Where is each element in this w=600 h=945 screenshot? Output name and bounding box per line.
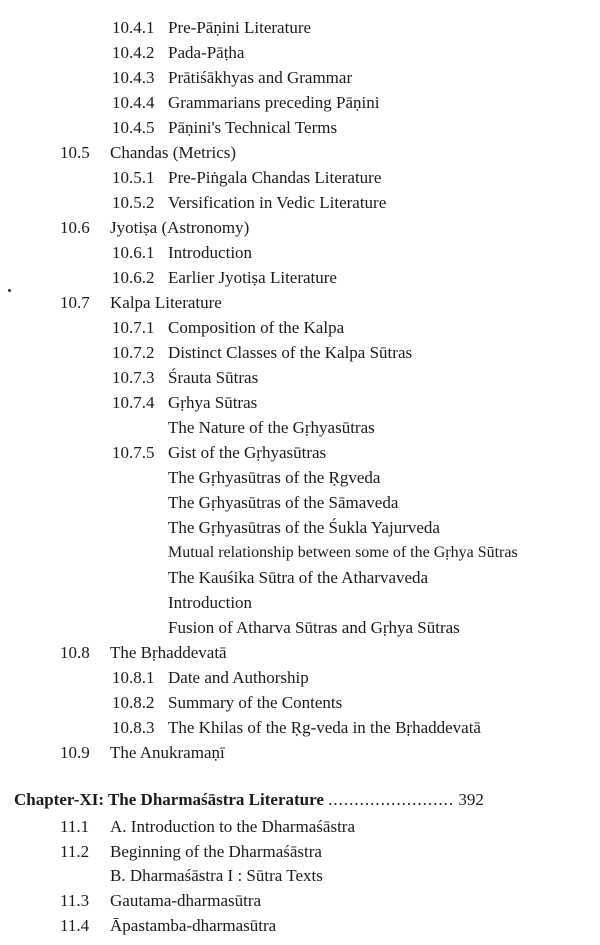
section-number: 11.4 (60, 916, 90, 935)
toc-subentry (168, 493, 398, 513)
entry-number: 10.8.2 (112, 693, 155, 712)
toc-entry (112, 718, 481, 738)
toc-section (60, 143, 236, 163)
section-number: 10.6 (60, 218, 90, 237)
toc-subentry (110, 866, 323, 886)
entry-title: Pre-Pāṇini Literature (168, 18, 312, 37)
toc-subentry (168, 418, 375, 438)
toc-subentry (168, 468, 380, 488)
toc-entry (112, 193, 386, 213)
toc-entry (112, 18, 311, 38)
toc-subentry (168, 618, 460, 638)
entry-number: 10.7.4 (112, 393, 155, 412)
toc-entry (112, 668, 309, 688)
section-number: 10.8 (60, 643, 90, 662)
entry-number: 10.8.3 (112, 718, 155, 737)
toc-entry (112, 243, 252, 263)
section-number: 10.7 (60, 293, 90, 312)
subentry-title: The Kauśika Sūtra of the Atharvaveda (168, 568, 429, 587)
dot-leader: ........................ (328, 790, 455, 809)
toc-entry (112, 118, 337, 138)
section-number: 11.2 (60, 842, 90, 861)
entry-title: The Khilas of the Ṛg-veda in the Bṛhaddevatā (168, 718, 481, 737)
entry-number: 10.4.1 (112, 18, 155, 37)
toc-section (60, 891, 261, 911)
entry-title: Pāṇini's Technical Terms (168, 118, 338, 137)
chapter-page-number: 392 (458, 790, 484, 809)
entry-number: 10.7.3 (112, 368, 155, 387)
entry-title: Earlier Jyotiṣa Literature (168, 268, 337, 287)
chapter-title: Chapter-XI: The Dharmaśāstra Literature (14, 790, 324, 809)
entry-title: Śrauta Sūtras (168, 368, 259, 387)
toc-entry (112, 68, 352, 88)
entry-number: 10.7.5 (112, 443, 155, 462)
section-title: The Anukramaṇī (110, 743, 225, 762)
subentry-title: Fusion of Atharva Sūtras and Gṛhya Sūtras (168, 618, 460, 637)
chapter-heading (14, 789, 594, 811)
toc-subentry (168, 543, 518, 563)
entry-number: 10.5.1 (112, 168, 155, 187)
entry-title: Summary of the Contents (168, 693, 343, 712)
entry-number: 10.4.3 (112, 68, 155, 87)
entry-title: Grammarians preceding Pāṇini (168, 93, 380, 112)
section-number: 10.9 (60, 743, 90, 762)
toc-section (60, 643, 227, 663)
entry-number: 10.6.1 (112, 243, 155, 262)
section-title: Kalpa Literature (110, 293, 222, 312)
section-title: A. Introduction to the Dharmaśāstra (110, 817, 356, 836)
entry-number: 10.8.1 (112, 668, 155, 687)
subentry-title: The Gṛhyasūtras of the Sāmaveda (168, 493, 399, 512)
toc-entry (112, 693, 342, 713)
section-number: 10.5 (60, 143, 90, 162)
entry-title: Versification in Vedic Literature (168, 193, 387, 212)
toc-subentry (168, 593, 252, 613)
entry-number: 10.7.2 (112, 343, 155, 362)
entry-number: 10.4.5 (112, 118, 155, 137)
entry-title: Prātiśākhyas and Grammar (168, 68, 353, 87)
subentry-title: Introduction (168, 593, 253, 612)
toc-entry (112, 343, 412, 363)
entry-number: 10.4.4 (112, 93, 155, 112)
entry-title: Gist of the Gṛhyasūtras (168, 443, 327, 462)
section-title: Jyotiṣa (Astronomy) (110, 218, 250, 237)
subentry-title: Mutual relationship between some of the Gṛhya Sūtras (168, 544, 518, 561)
toc-entry (112, 93, 380, 113)
toc-entry (112, 318, 344, 338)
entry-title: Gṛhya Sūtras (168, 393, 258, 412)
entry-title: Introduction (168, 243, 253, 262)
toc-subentry (168, 568, 428, 588)
toc-entry (112, 43, 244, 63)
toc-section (60, 218, 249, 238)
toc-section (60, 293, 222, 313)
entry-title: Date and Authorship (168, 668, 309, 687)
toc-section (60, 817, 355, 837)
subentry-title: The Gṛhyasūtras of the Ṛgveda (168, 468, 381, 487)
toc-section (60, 916, 276, 936)
toc-entry (112, 268, 337, 288)
section-title: The Bṛhaddevatā (110, 643, 227, 662)
section-title: Gautama-dharmasūtra (110, 891, 262, 910)
entry-title: Distinct Classes of the Kalpa Sūtras (168, 343, 413, 362)
toc-entry (112, 443, 326, 463)
toc-entry (112, 393, 257, 413)
section-title: Beginning of the Dharmaśāstra (110, 842, 322, 861)
subentry-title: The Nature of the Gṛhyasūtras (168, 418, 375, 437)
section-title: Āpastamba-dharmasūtra (110, 916, 277, 935)
subentry-title: The Gṛhyasūtras of the Śukla Yajurveda (168, 518, 440, 537)
toc-subentry (168, 518, 440, 538)
entry-number: 10.7.1 (112, 318, 155, 337)
toc-section (60, 842, 322, 862)
toc-section (60, 743, 225, 763)
section-number: 11.3 (60, 891, 90, 910)
stray-mark (8, 289, 11, 292)
entry-number: 10.4.2 (112, 43, 155, 62)
entry-number: 10.5.2 (112, 193, 155, 212)
entry-title: Composition of the Kalpa (168, 318, 345, 337)
toc-entry (112, 368, 258, 388)
toc-entry (112, 168, 381, 188)
entry-title: Pre-Piṅgala Chandas Literature (168, 168, 382, 187)
subentry-title: B. Dharmaśāstra I : Sūtra Texts (110, 866, 323, 885)
section-title: Chandas (Metrics) (110, 143, 237, 162)
entry-title: Pada-Pāṭha (168, 43, 245, 62)
section-number: 11.1 (60, 817, 90, 836)
entry-number: 10.6.2 (112, 268, 155, 287)
